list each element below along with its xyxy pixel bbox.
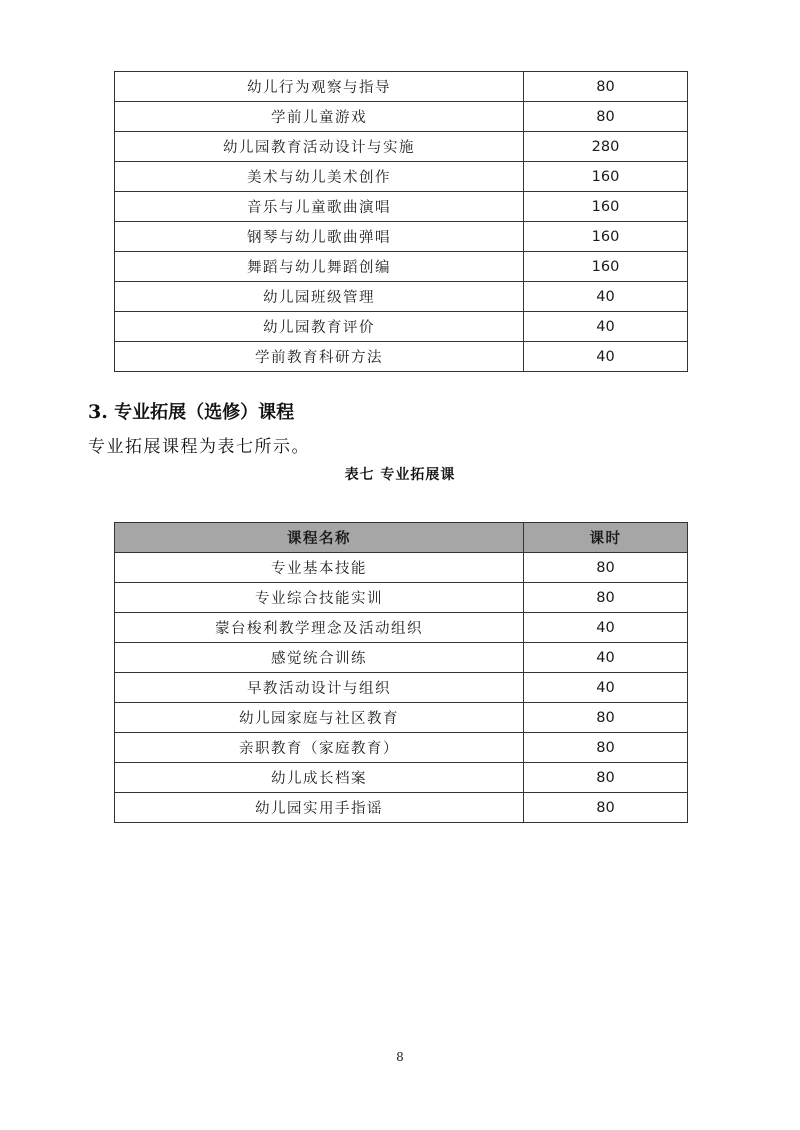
- hours-cell: 40: [524, 643, 688, 673]
- hours-cell: 280: [524, 132, 688, 162]
- table-core-courses-body: [115, 72, 688, 372]
- table-row: [115, 72, 688, 102]
- hours-cell: 80: [524, 583, 688, 613]
- table-row: [115, 282, 688, 312]
- course-name-cell: 幼儿园教育活动设计与实施: [115, 132, 524, 162]
- hours-cell: 40: [524, 613, 688, 643]
- table-row: [115, 162, 688, 192]
- table-row: [115, 673, 688, 703]
- header-hours: 课时: [524, 523, 688, 553]
- course-name-cell: 亲职教育（家庭教育）: [115, 733, 524, 763]
- table-row: [115, 733, 688, 763]
- hours-cell: 80: [524, 763, 688, 793]
- hours-cell: 160: [524, 222, 688, 252]
- course-name-cell: 美术与幼儿美术创作: [115, 162, 524, 192]
- course-name-cell: 音乐与儿童歌曲演唱: [115, 192, 524, 222]
- course-name-cell: 钢琴与幼儿歌曲弹唱: [115, 222, 524, 252]
- table-header-row: [115, 523, 688, 553]
- page-number: 8: [396, 1050, 404, 1064]
- section-heading: [88, 398, 294, 424]
- hours-cell: 80: [524, 793, 688, 823]
- course-name-cell: 幼儿园教育评价: [115, 312, 524, 342]
- table-core-courses: [114, 71, 688, 372]
- table-row: [115, 703, 688, 733]
- course-name-cell: 幼儿园家庭与社区教育: [115, 703, 524, 733]
- header-course-name: 课程名称: [115, 523, 524, 553]
- course-name-cell: 早教活动设计与组织: [115, 673, 524, 703]
- table-row: [115, 252, 688, 282]
- table-row: [115, 613, 688, 643]
- hours-cell: 80: [524, 703, 688, 733]
- hours-cell: 80: [524, 102, 688, 132]
- table-row: [115, 793, 688, 823]
- table-extension-courses-body: [115, 553, 688, 823]
- hours-cell: 40: [524, 673, 688, 703]
- hours-cell: 160: [524, 252, 688, 282]
- course-name-cell: 学前教育科研方法: [115, 342, 524, 372]
- course-name-cell: 专业综合技能实训: [115, 583, 524, 613]
- course-name-cell: 幼儿成长档案: [115, 763, 524, 793]
- course-name-cell: 舞蹈与幼儿舞蹈创编: [115, 252, 524, 282]
- course-name-cell: 幼儿行为观察与指导: [115, 72, 524, 102]
- course-name-cell: 专业基本技能: [115, 553, 524, 583]
- section-intro: 专业拓展课程为表七所示。: [88, 437, 310, 457]
- hours-cell: 40: [524, 282, 688, 312]
- course-name-cell: 蒙台梭利教学理念及活动组织: [115, 613, 524, 643]
- section-title: 专业拓展（选修）课程: [114, 402, 295, 423]
- table-row: [115, 222, 688, 252]
- hours-cell: 40: [524, 342, 688, 372]
- table-row: [115, 132, 688, 162]
- table-row: [115, 192, 688, 222]
- table-row: [115, 553, 688, 583]
- course-name-cell: 幼儿园实用手指谣: [115, 793, 524, 823]
- hours-cell: 160: [524, 162, 688, 192]
- table-row: [115, 643, 688, 673]
- hours-cell: 40: [524, 312, 688, 342]
- table-row: [115, 102, 688, 132]
- section-number: 3.: [88, 401, 108, 423]
- course-name-cell: 学前儿童游戏: [115, 102, 524, 132]
- course-name-cell: 感觉统合训练: [115, 643, 524, 673]
- hours-cell: 80: [524, 733, 688, 763]
- table-extension-courses: [114, 522, 688, 823]
- course-name-cell: 幼儿园班级管理: [115, 282, 524, 312]
- table-row: [115, 312, 688, 342]
- hours-cell: 160: [524, 192, 688, 222]
- table-caption: 表七 专业拓展课: [344, 467, 456, 483]
- table-row: [115, 763, 688, 793]
- table-row: [115, 342, 688, 372]
- hours-cell: 80: [524, 553, 688, 583]
- table-row: [115, 583, 688, 613]
- hours-cell: 80: [524, 72, 688, 102]
